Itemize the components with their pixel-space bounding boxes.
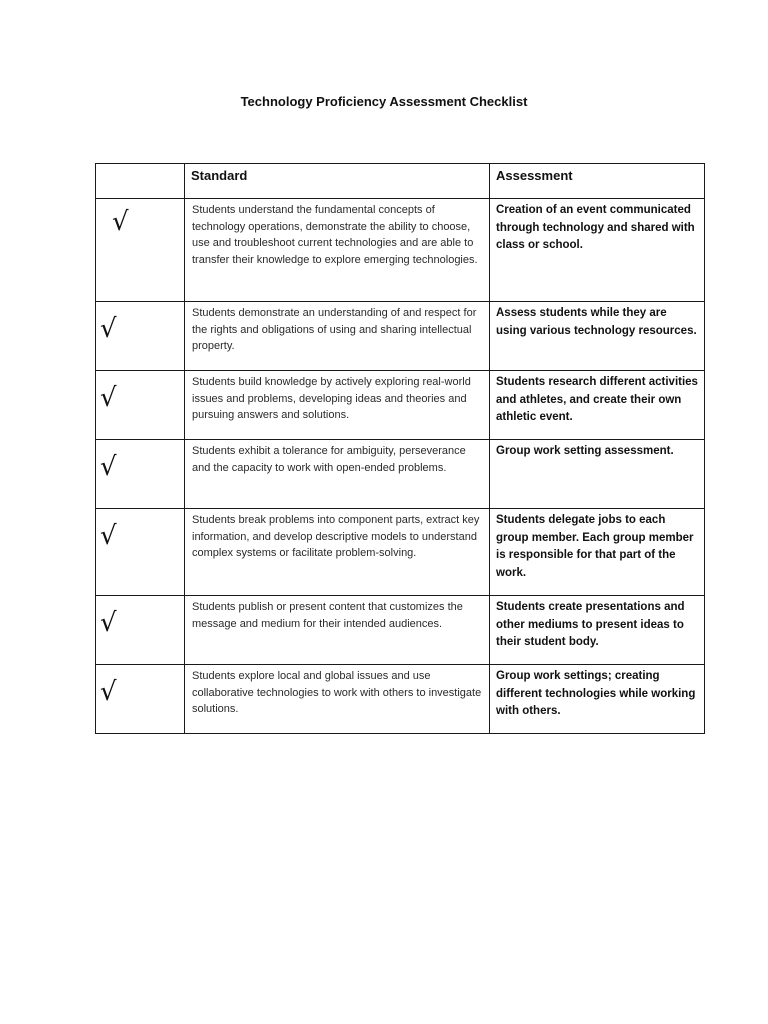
checkmark-icon: √ [96,302,185,371]
table-row [96,509,705,596]
assessment-text: Students create presentations and other mediums to present ideas to their student body. [490,596,705,665]
table-row [96,665,705,734]
assessment-text: Group work settings; creating different technologies while working with others. [490,665,705,734]
standard-text: Students explore local and global issues and use collaborative technologies to work with others to investigate solutions. [185,665,490,734]
header-assessment: Assessment [490,164,705,199]
assessment-text: Students research different activities and athletes, and create their own athletic event. [490,371,705,440]
standard-text: Students publish or present content that customizes the message and medium for their intended audiences. [185,596,490,665]
table-header-row [96,164,705,199]
table-row [96,302,705,371]
table-row [96,371,705,440]
assessment-checklist-table [95,163,705,734]
assessment-text: Group work setting assessment. [490,440,705,509]
checkmark-icon: √ [96,371,185,440]
checkmark-icon: √ [96,665,185,734]
table-row [96,199,705,302]
assessment-text: Creation of an event communicated through technology and shared with class or school. [490,199,705,302]
checkmark-icon: √ [96,199,185,302]
checkmark-icon: √ [96,440,185,509]
header-check [96,164,185,199]
standard-text: Students exhibit a tolerance for ambiguity, perseverance and the capacity to work with open-ended problems. [185,440,490,509]
standard-text: Students demonstrate an understanding of and respect for the rights and obligations of using and sharing intellectual property. [185,302,490,371]
checkmark-icon: √ [96,596,185,665]
table-row [96,596,705,665]
assessment-text: Assess students while they are using various technology resources. [490,302,705,371]
table-row [96,440,705,509]
checkmark-icon: √ [96,509,185,596]
header-standard: Standard [185,164,490,199]
page-title: Technology Proficiency Assessment Checklist [240,94,528,109]
standard-text: Students understand the fundamental concepts of technology operations, demonstrate the ability to choose, use and troubleshoot current technologies and are able to transfer their knowledge to explore emerging technologies. [185,199,490,302]
assessment-text: Students delegate jobs to each group member. Each group member is responsible for that part of the work. [490,509,705,596]
standard-text: Students build knowledge by actively exploring real-world issues and problems, developing ideas and theories and pursuing answers and solutions. [185,371,490,440]
standard-text: Students break problems into component parts, extract key information, and develop descriptive models to understand complex systems or facilitate problem-solving. [185,509,490,596]
